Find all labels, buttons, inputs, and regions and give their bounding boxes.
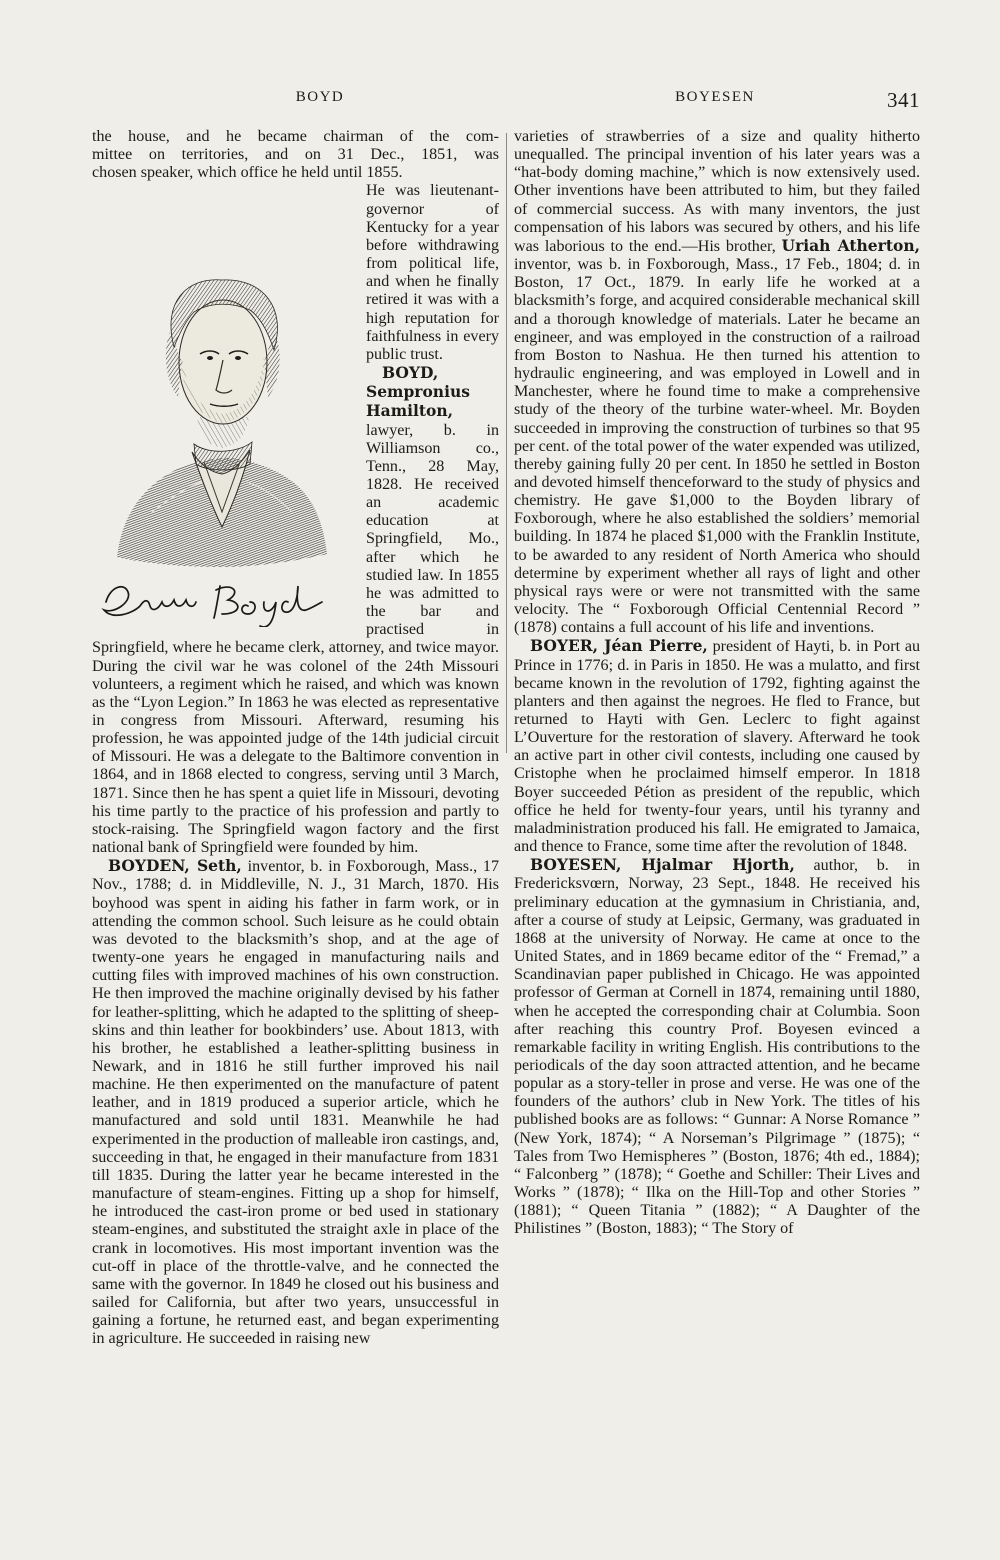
page-number: 341: [887, 88, 920, 112]
intro-line: the house, and he became chairman of the com-: [92, 128, 499, 145]
boyd-linn-continuation: [92, 128, 499, 182]
paragraph-text: He was lieutenant-governor of Kentucky for a year before withdrawing from political life, and when he finally retired it was with a high reputation for faithfulness in every public trust.: [366, 182, 499, 363]
entry-boyesen: [514, 856, 920, 1238]
headword: BOYDEN, Seth,: [108, 856, 242, 876]
entry-text: lawyer, b. in Williamson co., Tenn., 28 May, 1828. He received an academic education at Springfield, Mo., after which he studied law. In 1855 he was admitted to the bar and practised in Springfield, where he became clerk, attorney, and twice mayor. During the civil war he was colonel of the 24th Missouri volunteers, a regiment which he raised, and which was known as the “Lyon Legion.” In 1863 he was elected as representative in congress from Missouri. Afterward, resuming his profession, he was appointed judge of the 14th judicial circuit of Missouri. He was a delegate to the Baltimore convention in 1864, and in 1868 elected to congress, serving until 3 March, 1871. Since then he has spent a quiet life in Missouri, devoting his time partly to the practice of his profession and partly to stock-raising. The Springfield wagon factory and the first national bank of Springfield were founded by him.: [92, 421, 499, 857]
running-head-left: BOYD: [295, 89, 345, 105]
entry-text: president of Hayti, b. in Port au Prince in 1776; d. in Paris in 1850. He was a mulatto, and first became known in the revolution of 1792, fighting against the planters and then against the negroes. He fled to France, but returned to Hayti with Gen. Leclerc to fight against L’Ouverture for the restoration of slavery. Afterward he took an active part in other civil contests, including one caused by Cristophe when he proclaimed himself emperor. In 1818 Boyer succeeded Pétion as president of the republic, which office he held for twenty-four years, until his tyranny and maladministration produced his fall. He emigrated to Jamaica, and thence to France, some time after the revolution of 1848.: [514, 638, 921, 856]
entry-text: inventor, b. in Foxborough, Mass., 17 Nov., 1788; d. in Middleville, N. J., 31 March, 1870. His boyhood was spent in aiding his father in farm work, or in attending the common school. Such leisure as he could obtain was devoted to the blacksmith’s shop, and at the age of twenty-one years he engaged in manufacturing nails and cutting files with improved machines of his own construction. He then improved the machine originally devised by his father for leather-splitting, which he adapted to the splitting of sheep-skins and thin leather for bookbinders’ use. About 1813, with his brother, he established a leather-splitting business in Newark, and in 1816 he still further improved his nail machine. He then experimented on the manufacture of patent leather, and in 1819 produced a superior article, which he manufactured and sold until 1831. Meanwhile he had experimented in the production of malleable iron castings, and, succeeding in that, he engaged in their manufacture from 1831 till 1835. During the latter year he became interested in the manufacture of steam-engines. Fitting up a shop for himself, he introduced the cast-iron prome or bed used in stationary steam-engines, and substituted the straight axle in place of the crank in locomotives. His most important invention was the cut-off in place of the throttle-valve, and he connected the same with the governor. In 1849 he closed out his business and sailed for California, but after two years, unsuccessful in gaining a fortune, he returned east, and began experimenting in agriculture. He succeeded in raising new: [92, 858, 499, 1348]
boyden-continuation: [514, 128, 920, 637]
entry-text: author, b. in Fredericksvœrn, Norway, 23 Sept., 1848. He received his preliminary education at the gymnasium in Christiania, and, after a course of study at Leipsic, Germany, was graduated in 1868 at the university of Norway. He came at once to the United States, and in 1869 became editor of the “ Fremad,” a Scandinavian paper published in Chicago. He was appointed professor of German at Cornell in 1874, remaining until 1880, when he accepted the corresponding chair at Columbia. Soon after reaching this country Prof. Boyesen evinced a remarkable facility in writing English. His contributions to the periodicals of the day soon attracted attention, and he became popular as a story-teller in prose and verse. He was one of the founders of the authors’ club in New York. The titles of his published books are as follows: “ Gunnar: A Norse Romance ” (New York, 1874); “ A Norseman’s Pilgrimage ” (1875); “ Tales from Two Hemispheres ” (Boston, 1876; 4th ed., 1884); “ Falconberg ” (1878); “ Goethe and Schiller: Their Lives and Works ” (1878); “ Ilka on the Hill-Top and other Stories ” (1881); “ Queen Titania ” (1882); “ A Daughter of the Philistines ” (Boston, 1883); “ The Story of: [514, 857, 920, 1238]
running-head-right: BOYESEN: [675, 89, 755, 105]
right-column: [514, 128, 920, 1239]
intro-line: chosen speaker, which office he held until 1855.: [92, 164, 403, 182]
left-column: [92, 128, 499, 1348]
entry-text: inventor, was b. in Foxborough, Mass., 17 Feb., 1804; d. in Boston, 17 Oct., 1879. In early life he worked at a blacksmith’s forge, and acquired considerable mechanical skill and a thorough knowledge of materials. Later he became an engineer, and was employed in the construction of a railroad from Boston to Nashua. He then turned his attention to hydraulic engineering, and was employed in Lowell and in Manchester, where he found time to make a comprehensive study of the theory of the turbine water-wheel. Mr. Boyden succeeded in improving the construction of turbines so that 95 per cent. of the total power of the water expended was utilized, thereby gaining fully 20 per cent. In 1850 he settled in Boston and devoted himself thenceforward to the study of physics and chemistry. He gave $1,000 to the Boyden library of Foxborough, where he also established the soldiers’ memorial building. In 1874 he placed $1,000 with the Franklin Institute, to be awarded to any resident of North America who should determine by experiment whether all rays of light and other physical rays were or were not transmitted with the same velocity. The “ Foxborough Official Centennial Record ” (1878) contains a full account of his life and inventions.: [514, 256, 920, 637]
paragraph-text: varieties of strawberries of a size and quality hitherto unequalled. The principal invention of his later years was a “hat-body doming machine,” which is now extensively used. Other inventions have been attributed to him, but they failed of commercial success. As with many inventors, the just compensation of his labors was secured by others, and his life was laborious to the end.—His brother,: [514, 128, 920, 255]
engraved-portrait-of-man-icon: [92, 182, 354, 627]
entry-boyer: [514, 637, 920, 856]
entry-boyden-seth: [92, 857, 499, 1348]
headword: BOYESEN, Hjalmar Hjorth,: [530, 855, 795, 875]
headword: Uriah Atherton,: [781, 235, 920, 255]
intro-line: mittee on territories, and on 31 Dec., 1851, was: [92, 146, 499, 164]
headword: BOYER, Jéan Pierre,: [530, 636, 708, 656]
column-divider: [506, 133, 507, 753]
portrait-figure: [92, 182, 354, 627]
headword: BOYD, Sempronius Hamilton,: [366, 363, 470, 421]
